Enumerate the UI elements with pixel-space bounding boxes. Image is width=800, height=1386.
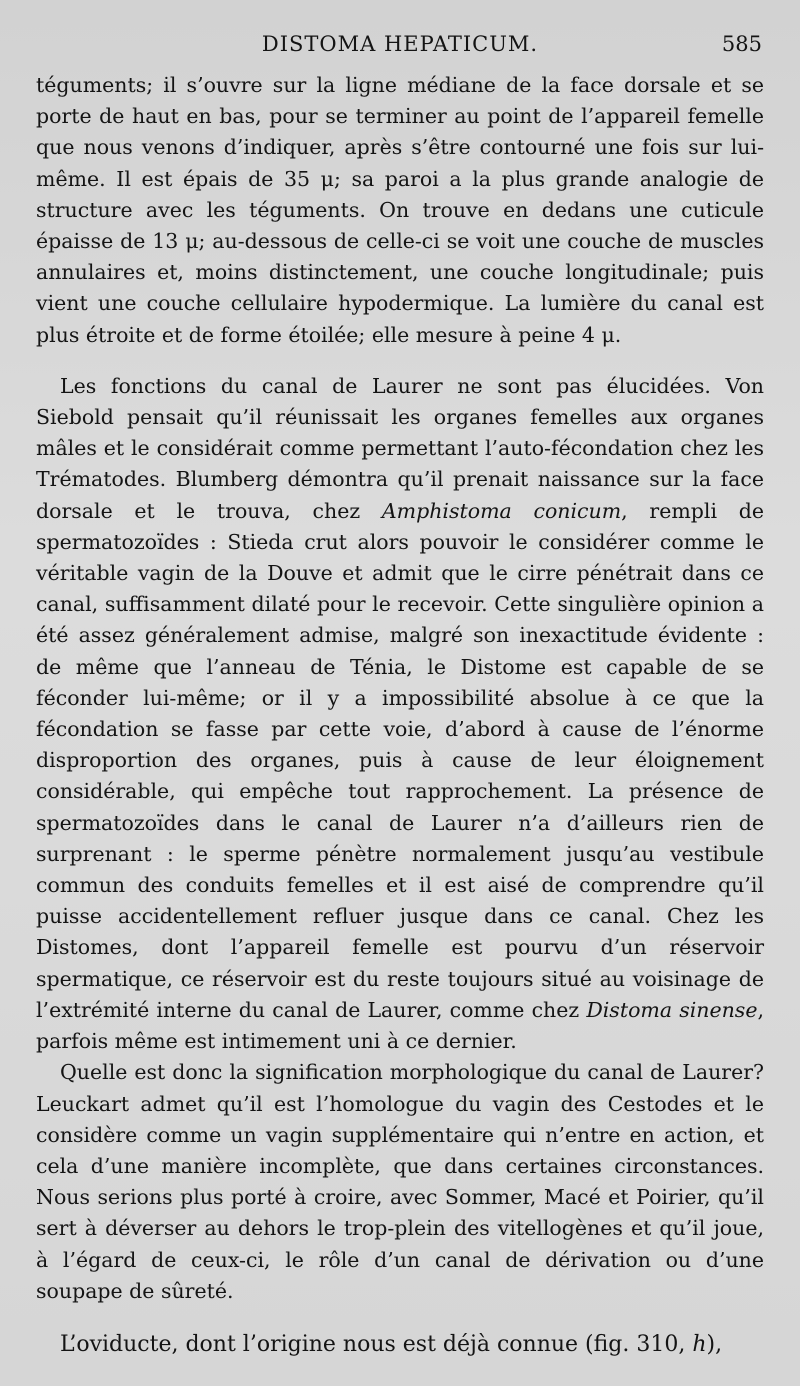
paragraph-text: L’oviducte, dont l’origine nous est déjà connue (fig. 310, [60, 1331, 693, 1357]
paragraph-text: , parfois même est intimement uni à ce dernier. [36, 997, 764, 1054]
paragraph-text: , rempli de spermatozoïdes : Stieda crut alors pouvoir le considérer comme le véritable vagin de la Douve et admit que le cirre pénétrait dans ce canal, suffisamment dilaté pour le recevoir. Cette singulière opinion a été assez généralement admise, malgré son inexactitude évidente : de même que l’anneau de Ténia, le Distome est capable de se féconder lui-même; or il y a impossibilité absolue à ce que la fécondation se fasse par cette voie, d’abord à cause de l’énorme disproportion des organes, puis à cause de leur éloignement considérable, qui empêche tout rapprochement. La présence de spermatozoïdes dans le canal de Laurer n’a d’ailleurs rien de surprenant : le sperme pénètre normalement jusqu’au vestibule commun des conduits femelles et il est aisé de comprendre qu’il puisse accidentellement refluer jusque dans ce canal. Chez les Distomes, dont l’appareil femelle est pourvu d’un réservoir spermatique, ce réservoir est du reste toujours situé au voisinage de l’extrémité interne du canal de Laurer, comme chez [36, 498, 764, 1022]
paragraph-oviduct [36, 1329, 764, 1360]
page-number: 585 [721, 32, 762, 56]
species-name: Distoma sinense [586, 997, 758, 1022]
paragraph-tegument-description: téguments; il s’ouvre sur la ligne médiane de la face dorsale et se porte de haut en bas, pour se terminer au point de l’appareil femelle que nous venons d’indiquer, après s’être contourné une fois sur lui-même. Il est épais de 35 μ; sa paroi a la plus grande analogie de structure avec les téguments. On trouve en dedans une cuticule épaisse de 13 μ; au-dessous de celle-ci se voit une couche de muscles annulaires et, moins distinctement, une couche longitudinale; puis vient une couche cellulaire hypodermique. La lumière du canal est plus étroite et de forme étoilée; elle mesure à peine 4 μ. [36, 73, 764, 347]
paragraph-laurer-functions [36, 371, 764, 1057]
figure-reference-letter: h [692, 1331, 707, 1357]
paragraph-morphological-significance: Quelle est donc la signification morphologique du canal de Laurer? Leuckart admet qu’il est l’homologue du vagin des Cestodes et le considère comme un vagin supplémentaire qui n’entre en action, et cela d’une manière incomplète, que dans certaines circonstances. Nous serions plus porté à croire, avec Sommer, Macé et Poirier, qu’il sert à déverser au dehors le trop-plein des vitellogènes et qu’il joue, à l’égard de ceux-ci, le rôle d’un canal de dérivation ou d’une soupape de sûreté. [36, 1060, 764, 1303]
paragraph-text: ), [706, 1331, 723, 1357]
page-header [0, 32, 800, 62]
body-text [36, 70, 764, 1360]
species-name: Amphistoma conicum [381, 498, 622, 523]
running-title: DISTOMA HEPATICUM. [261, 32, 539, 56]
paragraph-text: Les fonctions du canal de Laurer ne sont pas élucidées. Von Siebold pensait qu’il réunissait les organes femelles aux organes mâles et le considérait comme permettant l’auto-fécondation chez les Trématodes. Blumberg démontra qu’il prenait naissance sur la face dorsale et le trouva, chez [36, 373, 764, 523]
